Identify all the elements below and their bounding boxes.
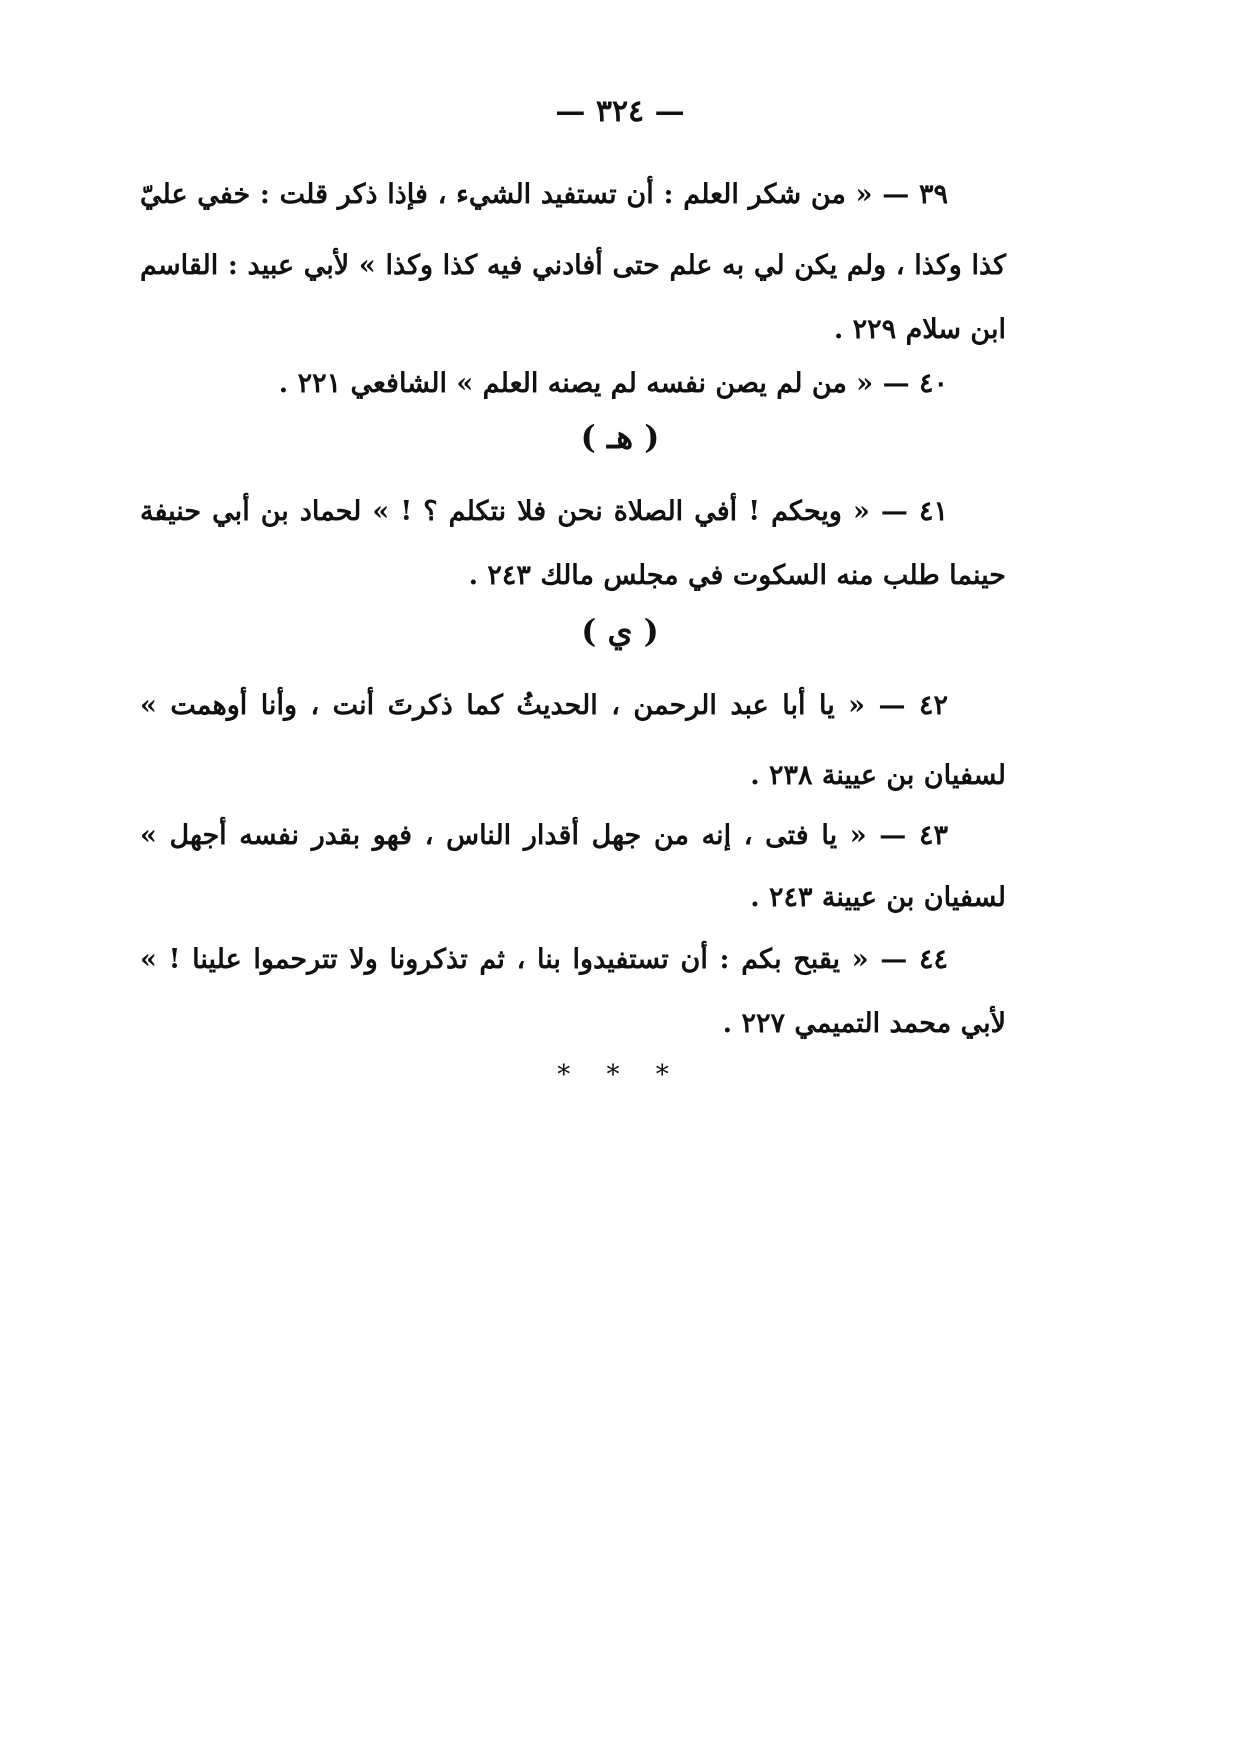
entry-39-line-1: ٣٩ — « من شكر العلم : أن تستفيد الشيء ، فإذا ذكر قلت : خفي عليّ — [140, 179, 948, 210]
entry-39-line-2: كذا وكذا ، ولم يكن لي به علم حتى أفادني فيه كذا وكذا » لأبي عبيد : القاسم — [140, 250, 1006, 281]
entry-41-line-1: ٤١ — « ويحكم ! أفي الصلاة نحن فلا نتكلم ؟ ! » لحماد بن أبي حنيفة — [140, 496, 948, 527]
entry-39-line-3: ابن سلام ٢٢٩ . — [833, 314, 1006, 345]
entry-42-line-1: ٤٢ — « يا أبا عبد الرحمن ، الحديثُ كما ذكرتَ أنت ، وأنا أوهمت » — [140, 690, 948, 721]
section-letter-heh: ( هـ ) — [580, 418, 660, 456]
entry-43-line-2: لسفيان بن عيينة ٢٤٣ . — [750, 882, 1006, 913]
section-letter-yeh: ( ي ) — [581, 612, 659, 650]
end-ornament: * * * — [557, 1060, 683, 1090]
page-number: — ٣٢٤ — — [555, 94, 685, 129]
entry-40-line-1: ٤٠ — « من لم يصن نفسه لم يصنه العلم » الشافعي ٢٢١ . — [278, 368, 948, 399]
entry-44-line-2: لأبي محمد التميمي ٢٢٧ . — [722, 1008, 1006, 1039]
entry-41-line-2: حينما طلب منه السكوت في مجلس مالك ٢٤٣ . — [468, 560, 1006, 591]
entry-43-line-1: ٤٣ — « يا فتى ، إنه من جهل أقدار الناس ، فهو بقدر نفسه أجهل » — [140, 820, 948, 851]
entry-42-line-2: لسفيان بن عيينة ٢٣٨ . — [750, 760, 1006, 791]
entry-44-line-1: ٤٤ — « يقبح بكم : أن تستفيدوا بنا ، ثم تذكرونا ولا تترحموا علينا ! » — [140, 944, 948, 975]
